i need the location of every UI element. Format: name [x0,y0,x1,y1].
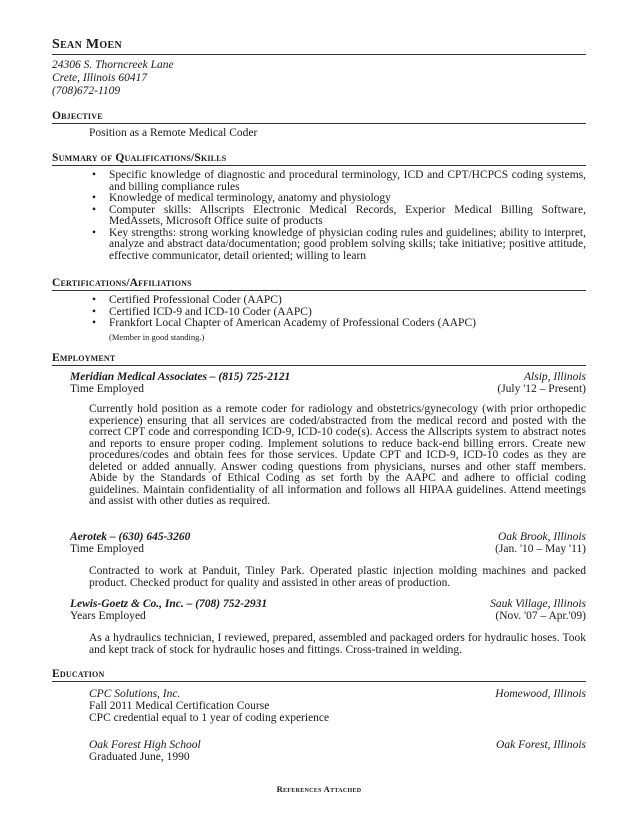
certifications-list [92,295,586,330]
school-detail: Fall 2011 Medical Certification Course [89,700,270,712]
job-company: Aerotek – (630) 645-3260 [70,531,191,543]
school-location: Oak Forest, Illinois [496,739,586,751]
summary-item: • Computer skills: Allscripts Electronic Medical Records, Experior Medical Billing Software, MedAssets, Microsoft Office suite of products [92,205,586,228]
school-entry [89,688,586,724]
job-header [70,598,586,622]
job-role: Years Employed [70,610,146,622]
membership-note: (Member in good standing.) [109,332,205,342]
job-company: Lewis-Goetz & Co., Inc. – (708) 752-2931 [70,598,268,610]
certifications-rule [52,290,586,291]
job-description: Contracted to work at Panduit, Tinley Park. Operated plastic injection molding machines and packed product. Checked product for quality and assisted in other areas of production. [89,565,586,589]
references-footer: References Attached [276,784,362,794]
job-role: Time Employed [70,383,145,395]
phone: (708)672-1109 [52,85,121,97]
school-entry [89,739,586,763]
job-company: Meridian Medical Associates – (815) 725-2121 [70,371,291,383]
job-location: Sauk Village, Illinois [490,598,586,610]
job-header [70,371,586,395]
objective-heading: Objective [52,110,103,122]
education-rule [52,681,586,682]
summary-heading: Summary of Qualifications/Skills [52,152,227,164]
candidate-name: Sean Moen [52,37,122,52]
school-detail: Graduated June, 1990 [89,751,190,763]
school-name: Oak Forest High School [89,739,201,751]
summary-item: • Specific knowledge of diagnostic and procedural terminology, ICD and CPT/HCPCS coding systems, and billing compliance rules [92,170,586,193]
employment-rule [52,365,586,366]
job-header [70,531,586,555]
job-dates: (Jan. '10 – May '11) [495,543,586,555]
summary-item: • Key strengths: strong working knowledge of physician coding rules and guidelines; ability to interpret, analyze and abstract data/documentation; good problem solving skills; take initiative; positive attitude, effective communicator, detail oriented; willing to learn [92,228,586,263]
summary-rule [52,165,586,166]
certification-item: • Certified ICD-9 and ICD-10 Coder (AAPC) [92,307,586,319]
job-dates: (July '12 – Present) [497,383,586,395]
summary-list [92,170,586,262]
job-dates: (Nov. '07 – Apr.'09) [495,610,586,622]
job-location: Oak Brook, Illinois [497,531,586,543]
address-line2: Crete, Illinois 60417 [52,72,148,84]
job-location: Alsip, Illinois [524,371,586,383]
header-rule [52,54,586,55]
address-line1: 24306 S. Thorncreek Lane [52,59,174,71]
summary-item: • Knowledge of medical terminology, anatomy and physiology [92,193,586,205]
job-description: As a hydraulics technician, I reviewed, prepared, assembled and packaged orders for hydraulic hoses. Took and kept track of stock for hydraulic hoses and fittings. Cross-trained in welding. [89,632,586,656]
school-location: Homewood, Illinois [495,688,586,700]
employment-heading: Employment [52,352,116,364]
certifications-heading: Certifications/Affiliations [52,277,192,289]
certification-item: • Frankfort Local Chapter of American Academy of Professional Coders (AAPC) [92,318,586,330]
job-description: Currently hold position as a remote coder for radiology and obstetrics/gynecology (with prior orthopedic experience) ensuring that all services are coded/abstracted from the medical record and posted with the correct CPT code and corresponding ICD-9, ICD-10 code(s). Access the Allscripts system to abstract notes and reports to ensure proper coding. Implement solutions to reduce back-end billing errors. Create new procedures/codes and obtain fees for those services. Update CPT and ICD-9, ICD-10 codes as they are deleted or added annually. Answer coding questions from physicians, nurses and other staff members. Abide by the Standards of Ethical Coding as set forth by the AAPC and adhere to official coding guidelines. Maintain confidentiality of all information and follows all HIPAA guidelines. Attend meetings and assist with other duties as required. [89,403,586,507]
certification-item: • Certified Professional Coder (AAPC) [92,295,586,307]
objective-rule [52,123,586,124]
education-heading: Education [52,668,105,680]
school-name: CPC Solutions, Inc. [89,688,181,700]
school-detail: CPC credential equal to 1 year of coding experience [89,712,330,724]
objective-text: Position as a Remote Medical Coder [89,127,258,139]
job-role: Time Employed [70,543,145,555]
contact-block [52,59,174,98]
